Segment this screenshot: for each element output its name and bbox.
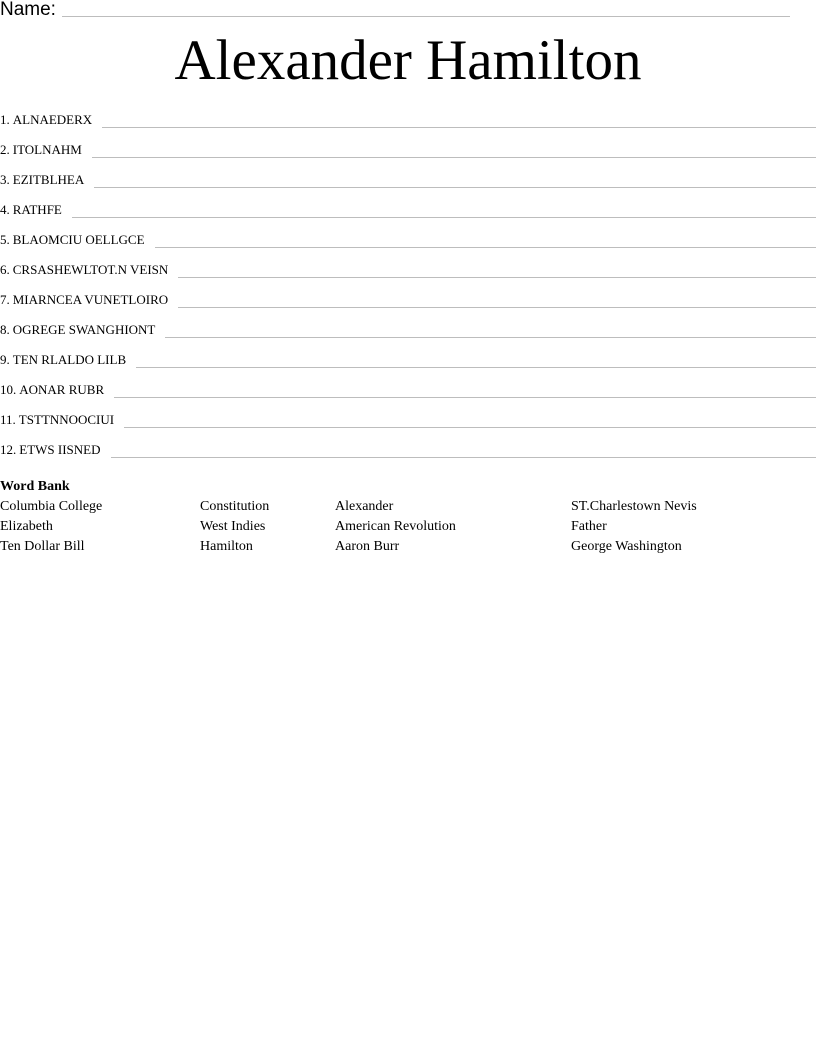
question-number: 5. xyxy=(0,232,10,247)
answer-line[interactable] xyxy=(124,410,816,428)
name-row xyxy=(0,0,790,22)
scrambled-word: ETWS IISNED xyxy=(19,442,101,457)
question-number: 11. xyxy=(0,412,16,427)
word-bank-item: ST.Charlestown Nevis xyxy=(571,499,697,514)
word-bank-item: Alexander xyxy=(335,499,394,514)
question-row xyxy=(0,110,816,140)
word-bank-item: Elizabeth xyxy=(0,519,53,534)
scrambled-word: EZITBLHEA xyxy=(12,172,85,187)
word-bank-item: Ten Dollar Bill xyxy=(0,539,85,554)
word-bank-item: George Washington xyxy=(571,539,682,554)
scrambled-word: TSTTNNOOCIUI xyxy=(18,412,115,427)
answer-line[interactable] xyxy=(92,140,816,158)
worksheet-title: Alexander Hamilton xyxy=(174,29,642,92)
answer-line[interactable] xyxy=(72,200,816,218)
question-number: 9. xyxy=(0,352,10,367)
scrambled-word: RATHFE xyxy=(12,202,62,217)
question-number: 3. xyxy=(0,172,10,187)
name-label: Name: xyxy=(0,0,56,20)
question-number: 6. xyxy=(0,262,10,277)
answer-line[interactable] xyxy=(178,290,816,308)
name-input-line[interactable] xyxy=(62,0,790,17)
question-row xyxy=(0,200,816,230)
question-row xyxy=(0,290,816,320)
scrambled-word: TEN RLALDO LILB xyxy=(12,352,127,367)
question-list xyxy=(0,110,816,470)
answer-line[interactable] xyxy=(94,170,816,188)
question-row xyxy=(0,380,816,410)
question-row xyxy=(0,320,816,350)
word-bank xyxy=(0,477,816,557)
answer-line[interactable] xyxy=(114,380,816,398)
question-number: 12. xyxy=(0,442,17,457)
question-row xyxy=(0,350,816,380)
question-number: 10. xyxy=(0,382,17,397)
scrambled-word: AONAR RUBR xyxy=(19,382,105,397)
word-bank-row xyxy=(0,517,816,537)
scrambled-word: MIARNCEA VUNETLOIRO xyxy=(12,292,169,307)
answer-line[interactable] xyxy=(165,320,816,338)
answer-line[interactable] xyxy=(136,350,816,368)
scrambled-word: ALNAEDERX xyxy=(12,112,93,127)
word-bank-item: Father xyxy=(571,519,607,534)
word-bank-row xyxy=(0,497,816,517)
answer-line[interactable] xyxy=(155,230,816,248)
word-bank-item: Aaron Burr xyxy=(335,539,400,554)
scrambled-word: BLAOMCIU OELLGCE xyxy=(12,232,145,247)
word-bank-row xyxy=(0,537,816,557)
question-row xyxy=(0,260,816,290)
scrambled-word: CRSASHEWLTOT.N VEISN xyxy=(12,262,169,277)
scrambled-word: OGREGE SWANGHIONT xyxy=(12,322,156,337)
answer-line[interactable] xyxy=(102,110,816,128)
question-number: 7. xyxy=(0,292,10,307)
answer-line[interactable] xyxy=(111,440,816,458)
question-row xyxy=(0,440,816,470)
question-number: 1. xyxy=(0,112,10,127)
question-number: 4. xyxy=(0,202,10,217)
question-row xyxy=(0,230,816,260)
scrambled-word: ITOLNAHM xyxy=(12,142,82,157)
word-bank-item: American Revolution xyxy=(335,519,456,534)
answer-line[interactable] xyxy=(178,260,816,278)
question-number: 2. xyxy=(0,142,10,157)
word-bank-item: West Indies xyxy=(200,519,266,534)
word-bank-item: Hamilton xyxy=(200,539,253,554)
question-number: 8. xyxy=(0,322,10,337)
word-bank-item: Constitution xyxy=(200,499,270,514)
word-bank-item: Columbia College xyxy=(0,499,103,514)
question-row xyxy=(0,170,816,200)
word-bank-title: Word Bank xyxy=(0,479,70,494)
question-row xyxy=(0,140,816,170)
question-row xyxy=(0,410,816,440)
